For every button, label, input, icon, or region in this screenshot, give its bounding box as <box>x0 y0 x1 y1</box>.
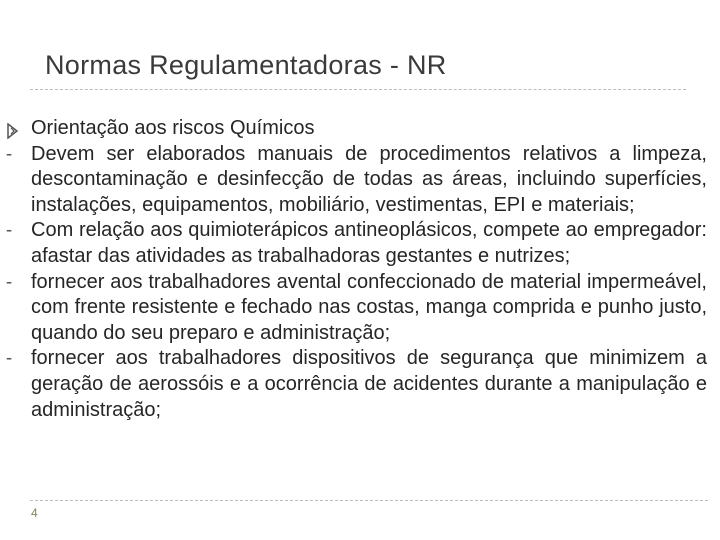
list-item <box>0 142 720 219</box>
dash-bullet: - <box>5 220 13 242</box>
list-item-text: Com relação aos quimioterápicos antineoplásicos, compete ao empregador: afastar das atividades as trabalhadoras gestantes e nutrizes; <box>31 219 707 267</box>
list-item <box>0 218 720 269</box>
list-item <box>0 346 720 423</box>
list-item-text: fornecer aos trabalhadores avental confeccionado de material impermeável, com frente resistente e fechado nas costas, manga comprida e punho justo, quando do seu preparo e administração; <box>31 270 707 344</box>
dash-bullet: - <box>5 271 13 293</box>
list-item-text: Devem ser elaborados manuais de procedimentos relativos a limpeza, descontaminação e desinfecção de todas as áreas, incluindo superfícies, instalações, equipamentos, mobiliário, vestimentas, EPI e materiais; <box>31 142 707 216</box>
footer-divider <box>30 500 708 501</box>
list-item <box>0 270 720 347</box>
title-divider <box>30 89 686 90</box>
list-item-text: fornecer aos trabalhadores dispositivos de segurança que minimizem a geração de aerossóis e a ocorrência de acidentes durante a manipulação e administração; <box>31 347 707 421</box>
list-item-text: Orientação aos riscos Químicos <box>31 117 315 139</box>
list-item <box>0 116 720 142</box>
slide-title: Normas Regulamentadoras - NR <box>45 50 447 80</box>
slide-content <box>0 116 720 423</box>
dash-bullet: - <box>5 348 13 370</box>
page-number: 4 <box>31 506 38 520</box>
dash-bullet: - <box>5 143 13 165</box>
